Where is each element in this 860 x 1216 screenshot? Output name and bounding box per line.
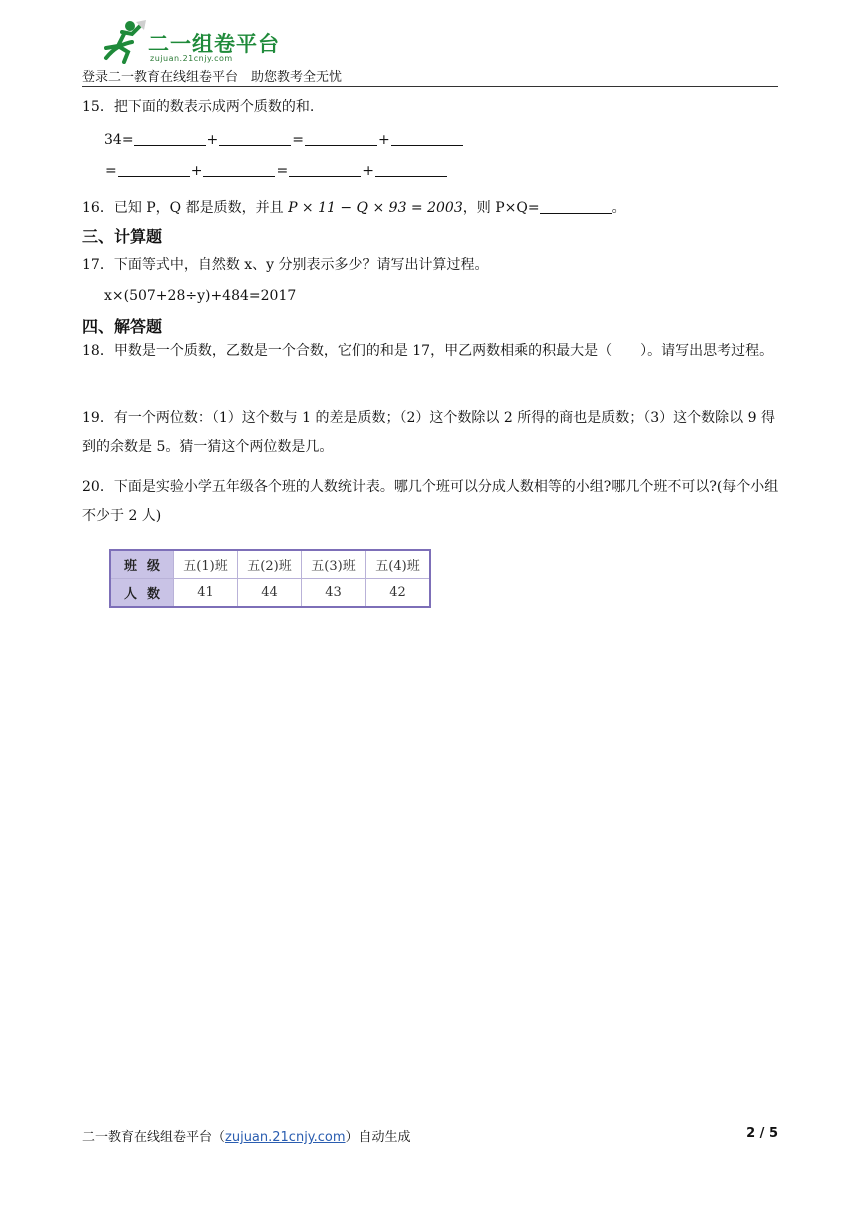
question-17-stem: 17．下面等式中，自然数 x、y 分别表示多少？请写出计算过程。 [82, 257, 489, 273]
table-cell-count: 41 [174, 579, 238, 608]
question-17-equation: x×(507+28÷y)+484=2017 [104, 288, 297, 304]
table-cell-class: 五(1)班 [174, 550, 238, 579]
footer-link[interactable]: zujuan.21cnjy.com [225, 1130, 346, 1145]
logo-subtitle: zujuan.21cnjy.com [150, 54, 233, 63]
table-row [110, 550, 430, 579]
section-3-heading: 三、计算题 [82, 227, 163, 246]
q16-formula: P × 11 − Q × 93 = 2003 [288, 200, 463, 216]
answer-blank[interactable] [219, 131, 291, 146]
table-cell-class: 五(2)班 [238, 550, 302, 579]
q16-end: 。 [611, 200, 626, 216]
answer-blank[interactable] [289, 162, 361, 177]
header-slogan: 登录二一教育在线组卷平台 助您教考全无忧 [82, 70, 343, 85]
section-4-heading: 四、解答题 [82, 317, 163, 336]
footer-prefix: 二一教育在线组卷平台（ [82, 1130, 226, 1145]
table-row [110, 579, 430, 608]
plus-sign: + [190, 163, 203, 179]
footer-suffix: ）自动生成 [345, 1130, 411, 1145]
answer-blank[interactable] [375, 162, 447, 177]
table-header-count: 人数 [110, 579, 174, 608]
question-15-stem: 15．把下面的数表示成两个质数的和. [82, 99, 315, 115]
question-15-line-2 [104, 162, 447, 179]
plus-sign: + [362, 163, 374, 179]
question-19: 19．有一个两位数：（1）这个数与 1 的差是质数；（2）这个数除以 2 所得的商也是质数；（3）这个数除以 9 得到的余数是 5。猜一猜这个两位数是几。 [82, 410, 775, 455]
answer-blank[interactable] [305, 131, 377, 146]
table-cell-class: 五(3)班 [302, 550, 366, 579]
table-cell-count: 43 [302, 579, 366, 608]
header-divider [82, 86, 778, 87]
equals-sign: = [276, 163, 289, 179]
question-18: 18．甲数是一个质数，乙数是一个合数，它们的和是 17，甲乙两数相乘的积最大是（ ）。请写出思考过程。 [82, 343, 774, 359]
logo-text: 二一组卷平台 [148, 32, 280, 56]
class-size-table [109, 549, 431, 608]
page-number: 2 / 5 [746, 1126, 778, 1141]
plus-sign: + [206, 132, 219, 148]
answer-blank[interactable] [134, 131, 206, 146]
table-cell-count: 44 [238, 579, 302, 608]
question-16 [82, 197, 626, 217]
q16-mid: ，则 P×Q= [462, 200, 540, 216]
table-cell-class: 五(4)班 [366, 550, 431, 579]
plus-sign: + [378, 132, 390, 148]
footer-text [82, 1126, 411, 1145]
table-header-class: 班级 [110, 550, 174, 579]
answer-blank[interactable] [118, 162, 190, 177]
q15-start: 34= [104, 132, 134, 148]
question-15-line-1 [104, 131, 463, 148]
table-cell-count: 42 [366, 579, 431, 608]
question-20: 20．下面是实验小学五年级各个班的人数统计表。哪几个班可以分成人数相等的小组?哪几个班不可以?(每个小组不少于 2 人) [82, 479, 779, 524]
equals-sign: = [292, 132, 305, 148]
q16-prefix: 16．已知 P，Q 都是质数，并且 [82, 200, 289, 216]
equals-sign: = [105, 163, 117, 179]
answer-blank[interactable] [203, 162, 275, 177]
answer-blank[interactable] [540, 199, 612, 214]
answer-blank[interactable] [391, 131, 463, 146]
